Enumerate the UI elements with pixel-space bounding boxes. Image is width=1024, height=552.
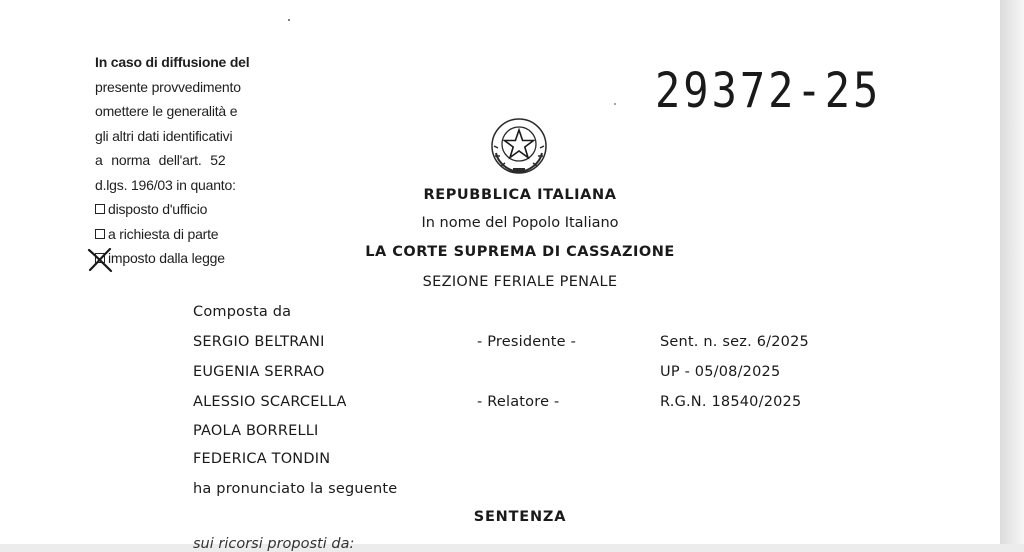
republic-heading: REPUBBLICA ITALIANA <box>423 187 617 203</box>
stamp-option-label: disposto d'ufficio <box>108 201 208 217</box>
judge-role: - Presidente - <box>477 334 577 350</box>
stamp-line: In caso di diffusione del <box>95 54 250 70</box>
judge-name: FEDERICA TONDIN <box>193 451 331 467</box>
privacy-stamp <box>95 50 275 271</box>
stamp-line: d.lgs. 196/03 in quanto: <box>95 176 236 193</box>
case-reference: R.G.N. 18540/2025 <box>660 394 802 410</box>
page-edge <box>1000 0 1024 544</box>
stamp-line: gli altri dati identificativi <box>95 127 233 144</box>
judge-name: SERGIO BELTRANI <box>193 334 325 350</box>
stamp-option-richiesta <box>95 222 275 247</box>
checkbox-icon <box>95 229 105 239</box>
stamp-line: presente provvedimento <box>95 78 241 95</box>
scan-speck <box>288 19 290 21</box>
sentence-heading: SENTENZA <box>473 509 567 525</box>
pronounced-line: ha pronunciato la seguente <box>193 481 398 497</box>
italian-emblem-icon <box>488 115 550 177</box>
scan-speck <box>614 103 616 105</box>
judge-name: ALESSIO SCARCELLA <box>193 394 347 410</box>
stamp-line: omettere le generalità e <box>95 103 238 119</box>
checkbox-icon <box>95 204 105 214</box>
stamp-option-imposto <box>95 246 275 271</box>
in-name-line: In nome del Popolo Italiano <box>421 215 619 231</box>
court-heading: LA CORTE SUPREMA DI CASSAZIONE <box>365 244 675 260</box>
stamp-option-disposto <box>95 197 275 222</box>
case-reference: UP - 05/08/2025 <box>660 364 781 380</box>
cutoff-text: sui ricorsi proposti da: <box>193 536 355 552</box>
judge-role: - Relatore - <box>477 394 560 410</box>
judge-name: PAOLA BORRELLI <box>193 423 319 439</box>
stamp-line: a norma dell'art. 52 <box>95 152 226 168</box>
section-heading: SEZIONE FERIALE PENALE <box>422 274 618 290</box>
judge-name: EUGENIA SERRAO <box>193 364 325 380</box>
stamp-option-label: a richiesta di parte <box>108 225 219 242</box>
stamp-option-label: imposto dalla legge <box>108 250 225 266</box>
composition-label: Composta da <box>193 304 292 320</box>
handwritten-number: 29372-25 <box>655 62 882 119</box>
case-reference: Sent. n. sez. 6/2025 <box>660 334 809 350</box>
checked-checkbox-icon <box>95 253 105 263</box>
